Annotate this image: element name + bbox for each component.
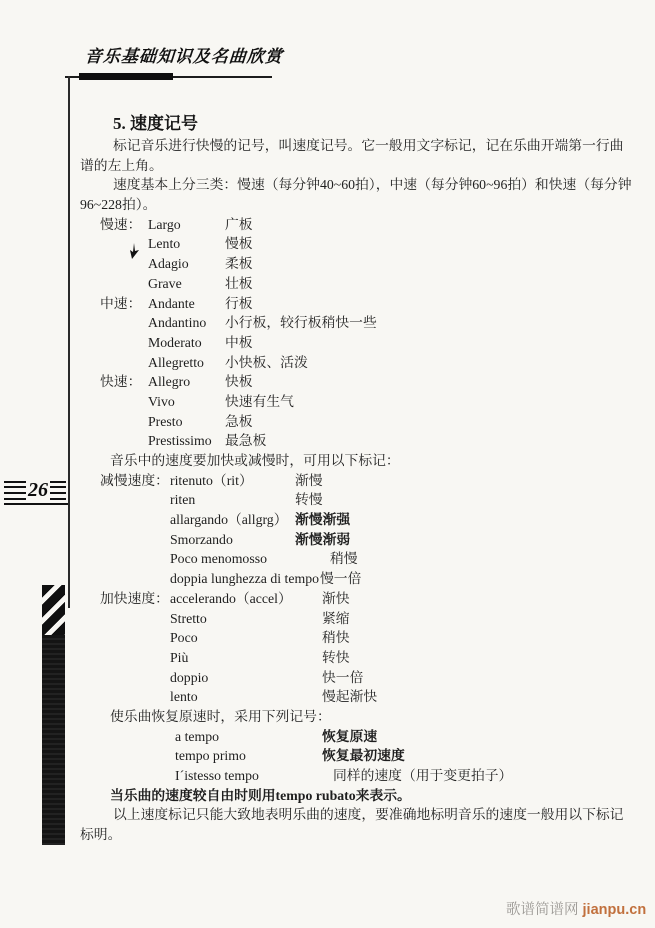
page-frame-vertical-rule <box>68 76 70 608</box>
tempo-category: 中速： <box>100 295 142 311</box>
watermark-site-url: jianpu.cn <box>582 902 647 918</box>
tempo-term: Andantino <box>148 315 207 331</box>
tempo-term: Moderato <box>148 334 202 350</box>
header-rule-thick <box>79 73 173 80</box>
tempo-meaning: 小快板、活泼 <box>225 354 308 370</box>
tempo-term: I´istesso tempo <box>175 768 259 783</box>
tempo-row <box>80 549 640 569</box>
tempo-meaning: 恢复原速 <box>322 728 378 744</box>
tempo-row <box>80 254 640 274</box>
tempo-meaning: 稍慢 <box>330 551 358 567</box>
paragraph-line: 当乐曲的速度较自由时则用tempo rubato来表示。 <box>110 787 411 803</box>
tempo-row <box>80 392 640 412</box>
tempo-meaning: 恢复最初速度 <box>322 748 405 764</box>
tempo-term: allargando（allgrg） <box>170 512 288 528</box>
decorative-bar <box>42 585 65 845</box>
tempo-row <box>80 471 640 491</box>
tempo-row <box>80 510 640 530</box>
tempo-row <box>80 766 640 786</box>
tempo-row <box>80 274 640 294</box>
tempo-term: Allegretto <box>148 354 204 370</box>
tempo-row <box>80 412 640 432</box>
tempo-meaning: 快速有生气 <box>225 393 294 409</box>
section-heading: 5. 速度记号 <box>113 114 198 133</box>
tempo-term: Allegro <box>148 374 191 390</box>
tempo-meaning: 稍快 <box>322 630 350 646</box>
tempo-term: Stretto <box>170 610 207 626</box>
paragraph-line: 以上速度标记只能大致地表明乐曲的速度，要准确地标明音乐的速度一般用以下标记 <box>113 807 624 823</box>
tempo-row <box>80 333 640 353</box>
tempo-meaning: 快一倍 <box>322 669 364 685</box>
tempo-meaning: 同样的速度（用于变更拍子） <box>333 768 513 783</box>
tempo-row <box>80 431 640 451</box>
tempo-term: Grave <box>148 275 182 291</box>
tempo-meaning: 最急板 <box>225 433 267 449</box>
tempo-meaning: 行板 <box>225 295 253 311</box>
tempo-row <box>80 589 640 609</box>
tempo-meaning: 转快 <box>322 649 350 665</box>
tempo-meaning: 快板 <box>225 374 253 390</box>
tempo-term: Presto <box>148 413 183 429</box>
cursor-mark <box>130 243 140 259</box>
paragraph-line: 速度基本上分三类：慢速（每分钟40~60拍），中速（每分钟60~96拍）和快速（每分钟 <box>113 177 632 193</box>
tempo-term: a tempo <box>175 728 220 744</box>
tempo-category: 加快速度： <box>100 590 169 606</box>
tempo-meaning: 柔板 <box>225 256 253 272</box>
tempo-meaning: 急板 <box>225 413 253 429</box>
tempo-meaning: 渐慢 <box>295 472 323 488</box>
tempo-row <box>80 490 640 510</box>
tempo-row <box>80 648 640 668</box>
tempo-meaning: 广板 <box>225 216 253 232</box>
tempo-row <box>80 569 640 589</box>
tempo-term: riten <box>170 492 196 508</box>
tempo-meaning: 慢起渐快 <box>322 689 378 705</box>
tempo-term: Prestissimo <box>148 433 212 449</box>
watermark-site-name: 歌谱简谱网 <box>506 902 579 918</box>
tempo-meaning: 中板 <box>225 334 253 350</box>
tempo-term: tempo primo <box>175 748 246 764</box>
tempo-term: Largo <box>148 216 181 232</box>
tempo-row <box>80 609 640 629</box>
tempo-term: Poco menomosso <box>170 551 267 567</box>
paragraph-line: 96~228拍）。 <box>80 197 157 213</box>
tempo-term: Lento <box>148 236 181 252</box>
tempo-meaning: 转慢 <box>295 492 323 508</box>
tempo-meaning: 渐慢渐强 <box>295 512 351 528</box>
tempo-term: Andante <box>148 295 195 311</box>
tempo-row <box>80 530 640 550</box>
tempo-row <box>80 313 640 333</box>
tempo-term: Poco <box>170 630 198 646</box>
tempo-row <box>80 294 640 314</box>
page-number-rule <box>4 503 68 505</box>
tempo-row <box>80 727 640 747</box>
tempo-term: accelerando（accel） <box>170 590 292 606</box>
tempo-row <box>80 628 640 648</box>
page-number: 26 <box>28 479 48 501</box>
tempo-term: Adagio <box>148 256 189 272</box>
tempo-meaning: 慢一倍 <box>320 571 362 587</box>
tempo-term: doppia lunghezza di tempo <box>170 571 320 587</box>
tempo-meaning: 紧缩 <box>322 610 350 626</box>
tempo-row <box>80 372 640 392</box>
paragraph-line: 使乐曲恢复原速时，采用下列记号： <box>110 708 331 724</box>
tempo-term: Vivo <box>148 393 175 409</box>
page-number-block <box>4 481 66 505</box>
tempo-term: lento <box>170 689 198 705</box>
tempo-term: Smorzando <box>170 531 233 547</box>
tempo-row <box>80 215 640 235</box>
tempo-row <box>80 746 640 766</box>
tempo-row <box>80 687 640 707</box>
tempo-category: 快速： <box>100 374 142 390</box>
tempo-meaning: 慢板 <box>225 236 253 252</box>
body-text <box>80 136 640 845</box>
tempo-meaning: 壮板 <box>225 275 253 291</box>
paragraph-line: 标明。 <box>80 827 122 843</box>
tempo-term: doppio <box>170 669 209 685</box>
book-title: 音乐基础知识及名曲欣赏 <box>84 47 284 66</box>
tempo-category: 慢速： <box>100 216 142 232</box>
decorative-bar-stripes <box>42 585 65 635</box>
tempo-row <box>80 668 640 688</box>
tempo-term: ritenuto（rit） <box>170 472 253 488</box>
paragraph-line: 标记音乐进行快慢的记号，叫速度记号。它一般用文字标记，记在乐曲开端第一行曲 <box>113 138 624 153</box>
tempo-category: 减慢速度： <box>100 472 169 488</box>
decorative-bar-body <box>42 635 65 845</box>
tempo-term: Più <box>170 649 189 665</box>
paragraph-line: 谱的左上角。 <box>80 157 163 173</box>
watermark <box>506 898 646 919</box>
tempo-row <box>80 353 640 373</box>
paragraph-line: 音乐中的速度要加快或减慢时，可用以下标记： <box>110 453 400 468</box>
tempo-meaning: 渐快 <box>322 590 350 606</box>
tempo-meaning: 渐慢渐弱 <box>295 531 351 547</box>
tempo-meaning: 小行板，较行板稍快一些 <box>225 315 377 331</box>
tempo-row <box>80 234 640 254</box>
